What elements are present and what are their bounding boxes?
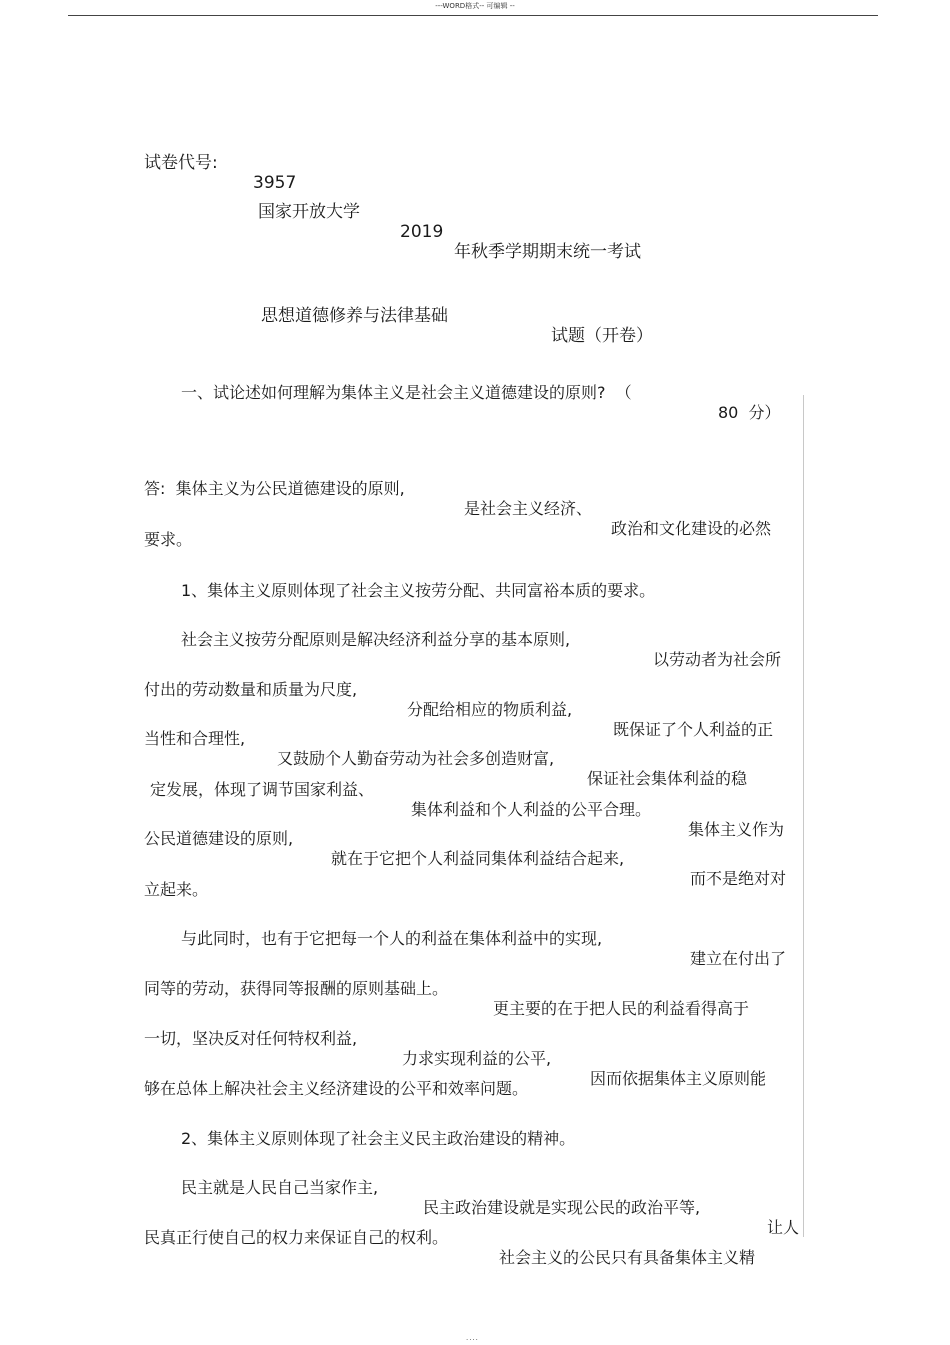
- text-segment: 更主要的在于把人民的利益看得高于: [493, 999, 750, 1018]
- exam-code-label: 试卷代号:: [144, 153, 218, 173]
- text-segment: 一切，坚决反对任何特权利益,: [144, 1029, 358, 1048]
- text-segment: 政治和文化建设的必然: [611, 519, 772, 538]
- question-1-score: 80 分）: [718, 403, 781, 422]
- text-segment: 民主就是人民自己当家作主,: [181, 1178, 379, 1197]
- text-segment: 而不是绝对对: [690, 869, 787, 888]
- text-segment: 因而依据集体主义原则能: [590, 1069, 767, 1088]
- answer-line-16: [144, 1208, 756, 1268]
- exam-code-value: 3957: [253, 173, 297, 193]
- text-segment: 分配给相应的物质利益,: [407, 700, 573, 719]
- text-segment: 集体主义作为: [688, 820, 785, 839]
- text-segment: 集体利益和个人利益的公平合理。: [411, 800, 652, 819]
- text-segment: 既保证了个人利益的正: [613, 720, 774, 739]
- exam-title-term: 年秋季学期期末统一考试: [454, 242, 641, 262]
- exam-title-school: 国家开放大学: [258, 202, 360, 222]
- answer-line-13: [144, 1059, 529, 1099]
- text-segment: 是社会主义经济、: [464, 499, 593, 518]
- text-segment: 定发展，体现了调节国家利益、: [150, 780, 375, 799]
- page-header-text: ---WORD格式-- 可编辑 --: [435, 2, 515, 10]
- text-segment: 1、集体主义原则体现了社会主义按劳分配、共同富裕本质的要求。: [181, 581, 656, 600]
- exam-title: [258, 182, 641, 262]
- text-segment: 社会主义的公民只有具备集体主义精: [499, 1248, 756, 1267]
- text-segment: 答: 集体主义为公民道德建设的原则,: [144, 479, 405, 498]
- exam-code-line: [144, 133, 297, 193]
- text-segment: 以劳动者为社会所: [653, 650, 782, 669]
- text-segment: 与此同时，也有于它把每一个人的利益在集体利益中的实现,: [181, 929, 603, 948]
- question-1-text: 一、试论述如何理解为集体主义是社会主义道德建设的原则? （: [181, 383, 632, 402]
- question-1: [181, 363, 781, 423]
- text-segment: 要求。: [144, 530, 193, 549]
- answer-heading-2: [181, 1109, 576, 1149]
- text-segment: 社会主义按劳分配原则是解决经济利益分享的基本原则,: [181, 630, 571, 649]
- text-segment: 公民道德建设的原则,: [144, 829, 294, 848]
- answer-line-2: [144, 510, 193, 550]
- text-segment: 付出的劳动数量和质量为尺度,: [144, 680, 358, 699]
- answer-line-15: [181, 1158, 800, 1238]
- page-footer-dots: ....: [466, 1334, 479, 1342]
- text-segment: 力求实现利益的公平,: [402, 1049, 552, 1068]
- text-segment: 又鼓励个人勤奋劳动为社会多创造财富,: [277, 749, 555, 768]
- right-margin-rule: [803, 395, 804, 1237]
- text-segment: 建立在付出了: [690, 949, 787, 968]
- text-segment: 民真正行使自己的权力来保证自己的权利。: [144, 1228, 449, 1247]
- subject-name: 思想道德修养与法律基础: [261, 306, 448, 326]
- answer-line-4: [181, 610, 782, 670]
- answer-line-10: [181, 909, 787, 969]
- text-segment: 够在总体上解决社会主义经济建设的公平和效率问题。: [144, 1079, 529, 1098]
- exam-title-year: 2019: [400, 222, 444, 242]
- text-segment: 保证社会集体利益的稳: [587, 769, 748, 788]
- answer-heading-1: [181, 561, 656, 601]
- header-rule: [68, 15, 878, 16]
- subject-title: [261, 286, 653, 346]
- text-segment: 就在于它把个人利益同集体利益结合起来,: [331, 849, 625, 868]
- text-segment: 2、集体主义原则体现了社会主义民主政治建设的精神。: [181, 1129, 576, 1148]
- subject-kind: 试题（开卷）: [551, 326, 653, 346]
- text-segment: 民主政治建设就是实现公民的政治平等,: [423, 1198, 701, 1217]
- text-segment: 同等的劳动，获得同等报酬的原则基础上。: [144, 979, 449, 998]
- text-segment: 让人: [767, 1218, 800, 1237]
- text-segment: 立起来。: [144, 880, 209, 899]
- text-segment: 当性和合理性,: [144, 729, 246, 748]
- answer-line-9: [144, 860, 209, 900]
